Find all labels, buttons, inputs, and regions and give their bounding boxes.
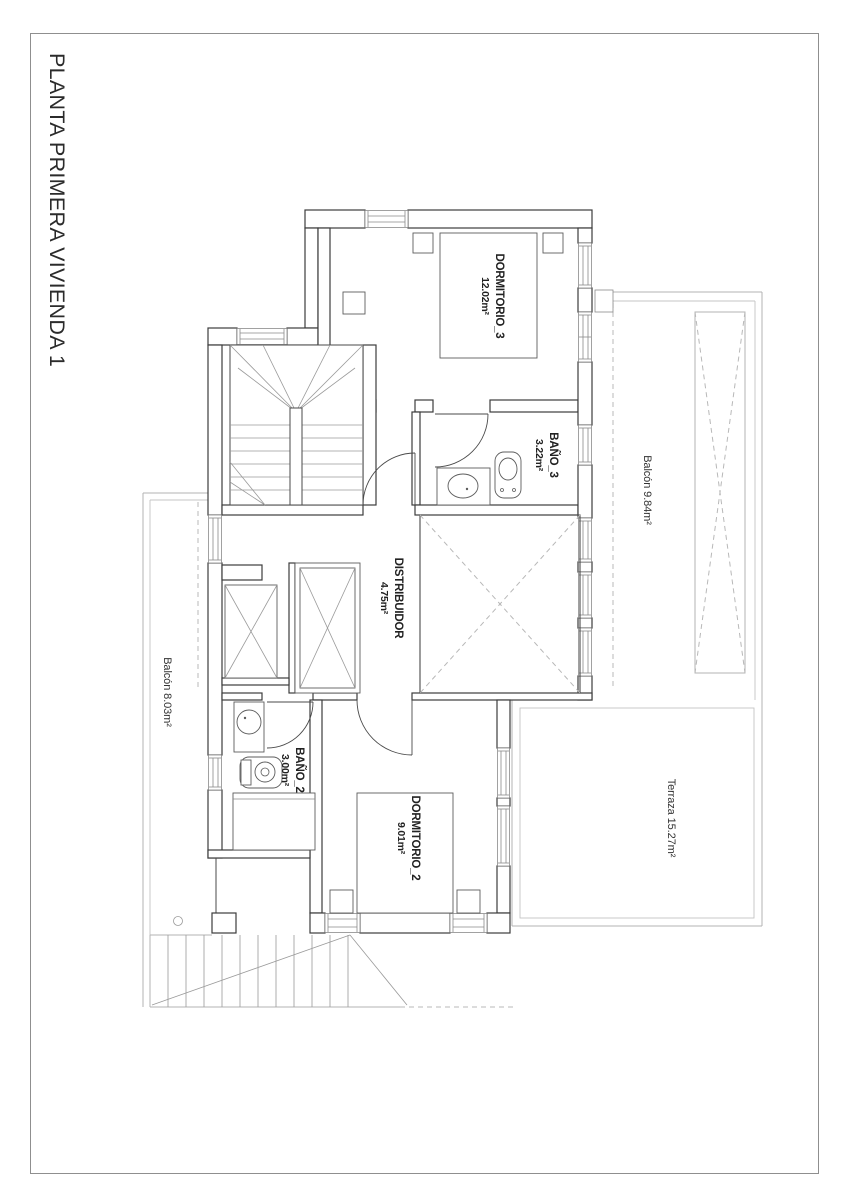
window xyxy=(579,243,592,288)
window xyxy=(325,914,360,933)
door-dormitorio-2 xyxy=(357,700,412,755)
room-label-bano-3 xyxy=(533,432,560,477)
page-title xyxy=(45,53,69,367)
svg-text:9.01m²: 9.01m² xyxy=(395,821,407,855)
window xyxy=(498,806,510,866)
window xyxy=(365,211,408,228)
svg-text:DORMITORIO_2: DORMITORIO_2 xyxy=(409,795,421,881)
svg-text:Terraza 15.27m²: Terraza 15.27m² xyxy=(665,778,677,858)
room-label-bano-2 xyxy=(279,747,306,792)
toilet-bath-3 xyxy=(495,452,521,498)
svg-text:Balcón 8.03m²: Balcón 8.03m² xyxy=(161,657,173,727)
toilet-bath-2 xyxy=(240,757,282,788)
svg-text:3.22m²: 3.22m² xyxy=(533,438,545,472)
page-title-text: PLANTA PRIMERA VIVIENDA 1 xyxy=(45,53,69,368)
door-bath-2 xyxy=(267,702,313,748)
wardrobe xyxy=(225,585,277,678)
wardrobe xyxy=(295,563,360,693)
svg-text:DORMITORIO_3: DORMITORIO_3 xyxy=(493,253,505,339)
label-balcon-right xyxy=(641,455,653,525)
window xyxy=(450,914,487,933)
label-balcon-left xyxy=(161,657,173,727)
svg-text:12.02m²: 12.02m² xyxy=(479,277,491,315)
pergola-brace xyxy=(695,312,745,673)
window xyxy=(579,312,592,362)
sink-bath-2 xyxy=(234,702,264,752)
balcony-right-terrace-outline xyxy=(512,292,762,926)
bed-dormitorio-3 xyxy=(343,233,563,358)
window xyxy=(579,425,592,465)
svg-text:Balcón 9.84m²: Balcón 9.84m² xyxy=(641,455,653,525)
window xyxy=(209,755,222,790)
interior-stairs xyxy=(230,345,363,505)
label-terraza xyxy=(665,779,677,858)
room-label-distribuidor xyxy=(378,558,404,640)
svg-text:BAÑO_2: BAÑO_2 xyxy=(293,747,305,793)
void-shaft xyxy=(420,515,580,693)
svg-text:4.75m²: 4.75m² xyxy=(378,581,390,615)
window xyxy=(498,748,510,798)
svg-text:3.00m²: 3.00m² xyxy=(279,753,291,787)
svg-text:BAÑO_3: BAÑO_3 xyxy=(547,432,559,478)
window xyxy=(237,329,287,345)
balcony-left-outline xyxy=(143,493,208,1007)
shower-bath-2 xyxy=(233,793,315,850)
balcony-divider xyxy=(595,290,613,312)
window xyxy=(209,515,222,563)
door-bath-3 xyxy=(435,414,488,467)
sink-bath-3 xyxy=(437,468,490,505)
svg-text:DISTRIBUIDOR: DISTRIBUIDOR xyxy=(392,557,404,639)
